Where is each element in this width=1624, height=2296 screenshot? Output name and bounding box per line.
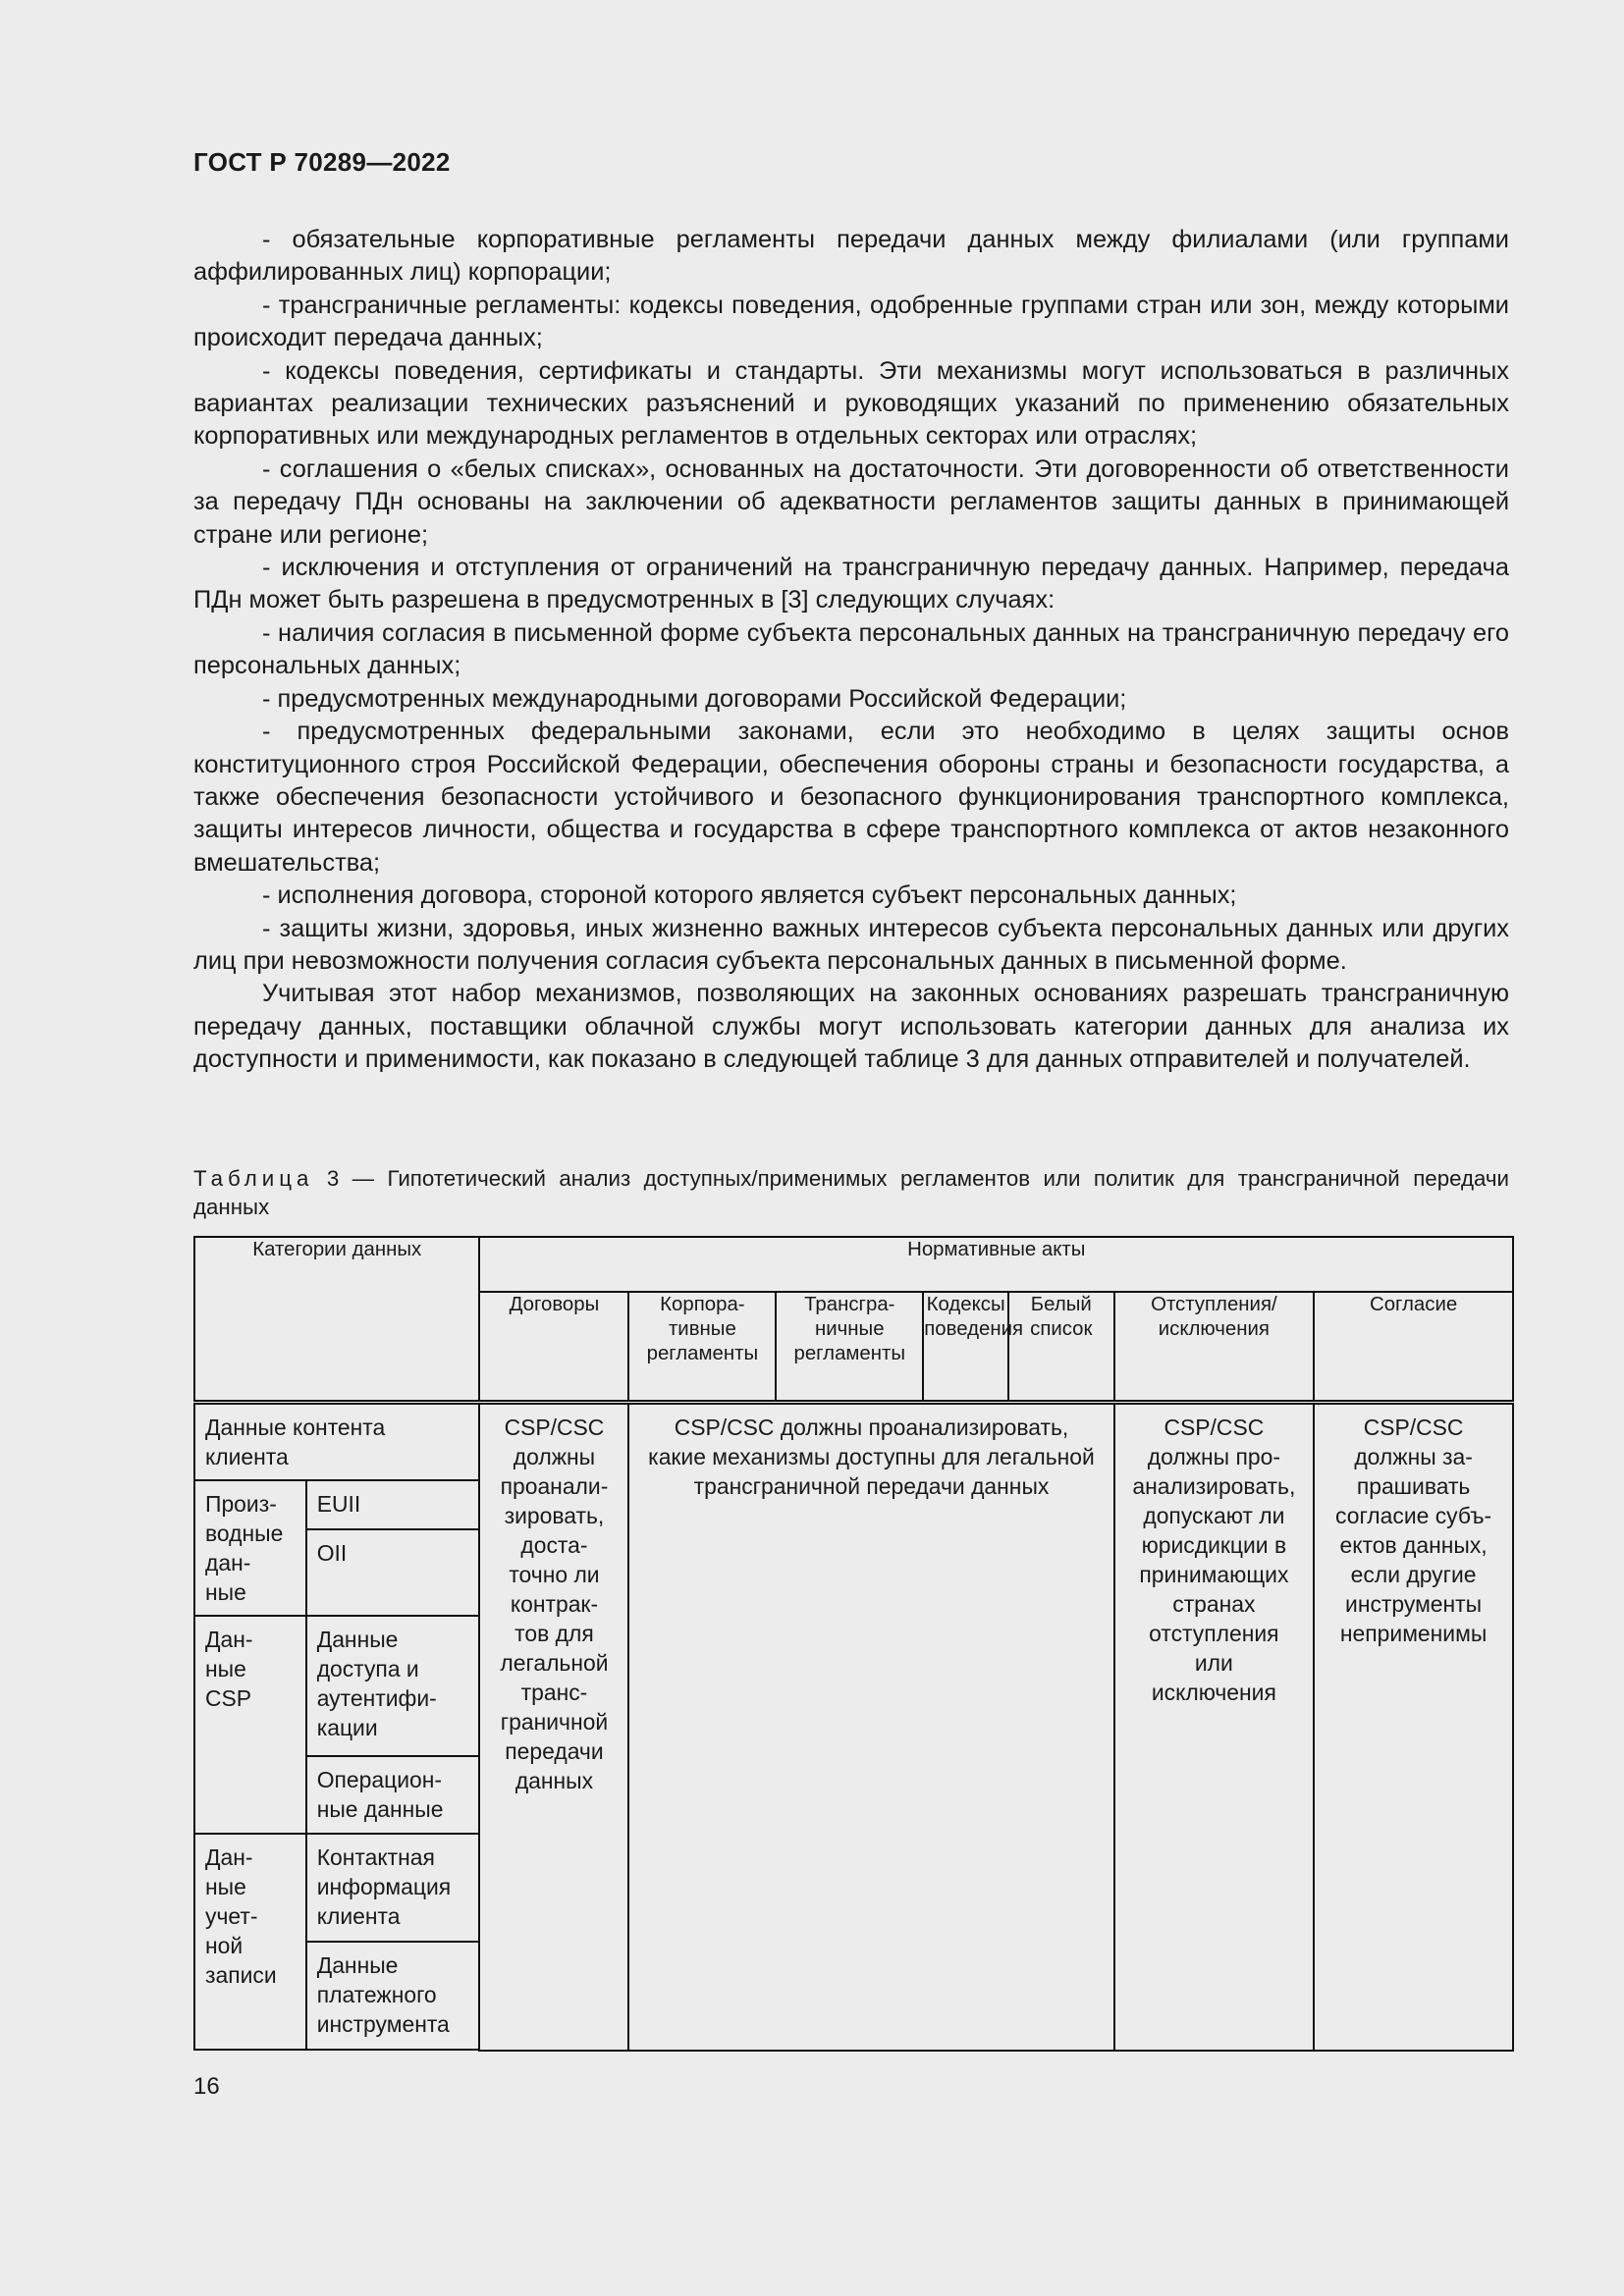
body-text: [193, 224, 1509, 1077]
paragraph: - трансграничные регламенты: кодексы поведения, одобренные группами стран или зон, между которыми происходит передача данных;: [193, 291, 1509, 352]
paragraph: - соглашения о «белых списках», основанных на достаточности. Эти договоренности об ответственности за передачу ПДн основаны на заключении об адекватности регламентов защиты данных в принимающей стране или регионе;: [193, 454, 1509, 549]
paragraph: - кодексы поведения, сертификаты и стандарты. Эти механизмы могут использоваться в различных вариантах реализации технических разъяснений и руководящих указаний по применению обязательных корпоративных или международных регламентов в отдельных секторах или отраслях;: [193, 356, 1509, 451]
row-contact-info: Контактная информация клиента: [306, 1834, 480, 1942]
paragraph: - исключения и отступления от ограничений на трансграничную передачу данных. Например, передача ПДн может быть разрешена в предусмотренных в [3] следующих случаях:: [193, 554, 1509, 614]
column-header: Белый список: [1008, 1292, 1114, 1402]
paragraph: - предусмотренных международными договорами Российской Федерации;: [262, 684, 1127, 713]
row-access-auth: Данные доступа и аутентифи- кации: [306, 1616, 480, 1756]
paragraph: - наличия согласия в письменной форме субъекта персональных данных на трансграничную передачу его персональных данных;: [193, 618, 1509, 680]
column-header: Договоры: [479, 1292, 628, 1402]
column-header: Кодексы поведения: [923, 1292, 1008, 1402]
table-caption-label: Таблица: [193, 1166, 314, 1191]
row-operational: Операцион- ные данные: [306, 1756, 480, 1834]
header-data-categories: Категории данных: [194, 1237, 479, 1402]
row-group-csp: Дан- ные CSP: [194, 1616, 306, 1834]
document-code: ГОСТ Р 70289—2022: [193, 147, 451, 177]
table-caption-text: — Гипотетический анализ доступных/применимых регламентов или политик для трансграничной передачи данных: [193, 1166, 1509, 1219]
page-number: 16: [193, 2073, 220, 2100]
column-header: Трансгра- ничные регламенты: [776, 1292, 923, 1402]
row-customer-content: Данные контента клиента: [194, 1402, 479, 1480]
paragraph: - исполнения договора, стороной которого является субъект персональных данных;: [262, 881, 1237, 910]
table-caption-number: 3: [326, 1166, 340, 1191]
row-oii: OII: [306, 1529, 480, 1616]
header-normative-acts: Нормативные акты: [479, 1237, 1513, 1292]
row-euii: EUII: [306, 1480, 480, 1529]
paragraph: - обязательные корпоративные регламенты передачи данных между филиалами (или группами аффилированных лиц) корпорации;: [193, 226, 1509, 287]
column-header: Согласие: [1314, 1292, 1513, 1402]
cell-consent: CSP/CSC должны за- прашивать согласие субъ- ектов данных, если другие инструменты неприменимы: [1314, 1402, 1513, 2051]
row-group-account: Дан- ные учет- ной записи: [194, 1834, 306, 2050]
row-payment-instrument: Данные платежного инструмента: [306, 1942, 480, 2050]
cell-mechanisms: CSP/CSC должны проанализировать, какие механизмы доступны для легальной трансграничной передачи данных: [628, 1402, 1113, 2051]
regulations-table: [193, 1236, 1514, 2052]
paragraph: - предусмотренных федеральными законами, если это необходимо в целях защиты основ конституционного строя Российской Федерации, обеспечения обороны страны и безопасности государства, а также обеспечения безопасности устойчивого и безопасного функционирования транспортного комплекса, защиты интересов личности, общества и государства в сфере транспортного комплекса от актов незаконного вмешательства;: [193, 718, 1509, 877]
paragraph: Учитывая этот набор механизмов, позволяющих на законных основаниях разрешать трансграничную передачу данных, поставщики облачной службы могут использовать категории данных для анализа их доступности и применимости, как показано в следующей таблице 3 для данных отправителей и получателей.: [193, 980, 1509, 1074]
paragraph: - защиты жизни, здоровья, иных жизненно важных интересов субъекта персональных данных или других лиц при невозможности получения согласия субъекта персональных данных в письменной форме.: [193, 914, 1509, 975]
cell-derogations: CSP/CSC должны про- анализировать, допускают ли юрисдикции в принимающих странах отступления или исключения: [1114, 1402, 1315, 2051]
column-header: Корпора- тивные регламенты: [628, 1292, 776, 1402]
column-header: Отступления/ исключения: [1114, 1292, 1315, 1402]
cell-contracts: CSP/CSC должны проанали- зировать, доста- точно ли контрак- тов для легальной транс- граничной передачи данных: [479, 1402, 628, 2051]
row-group-derived: Произ- водные дан- ные: [194, 1480, 306, 1616]
table-caption: [193, 1164, 1509, 1221]
